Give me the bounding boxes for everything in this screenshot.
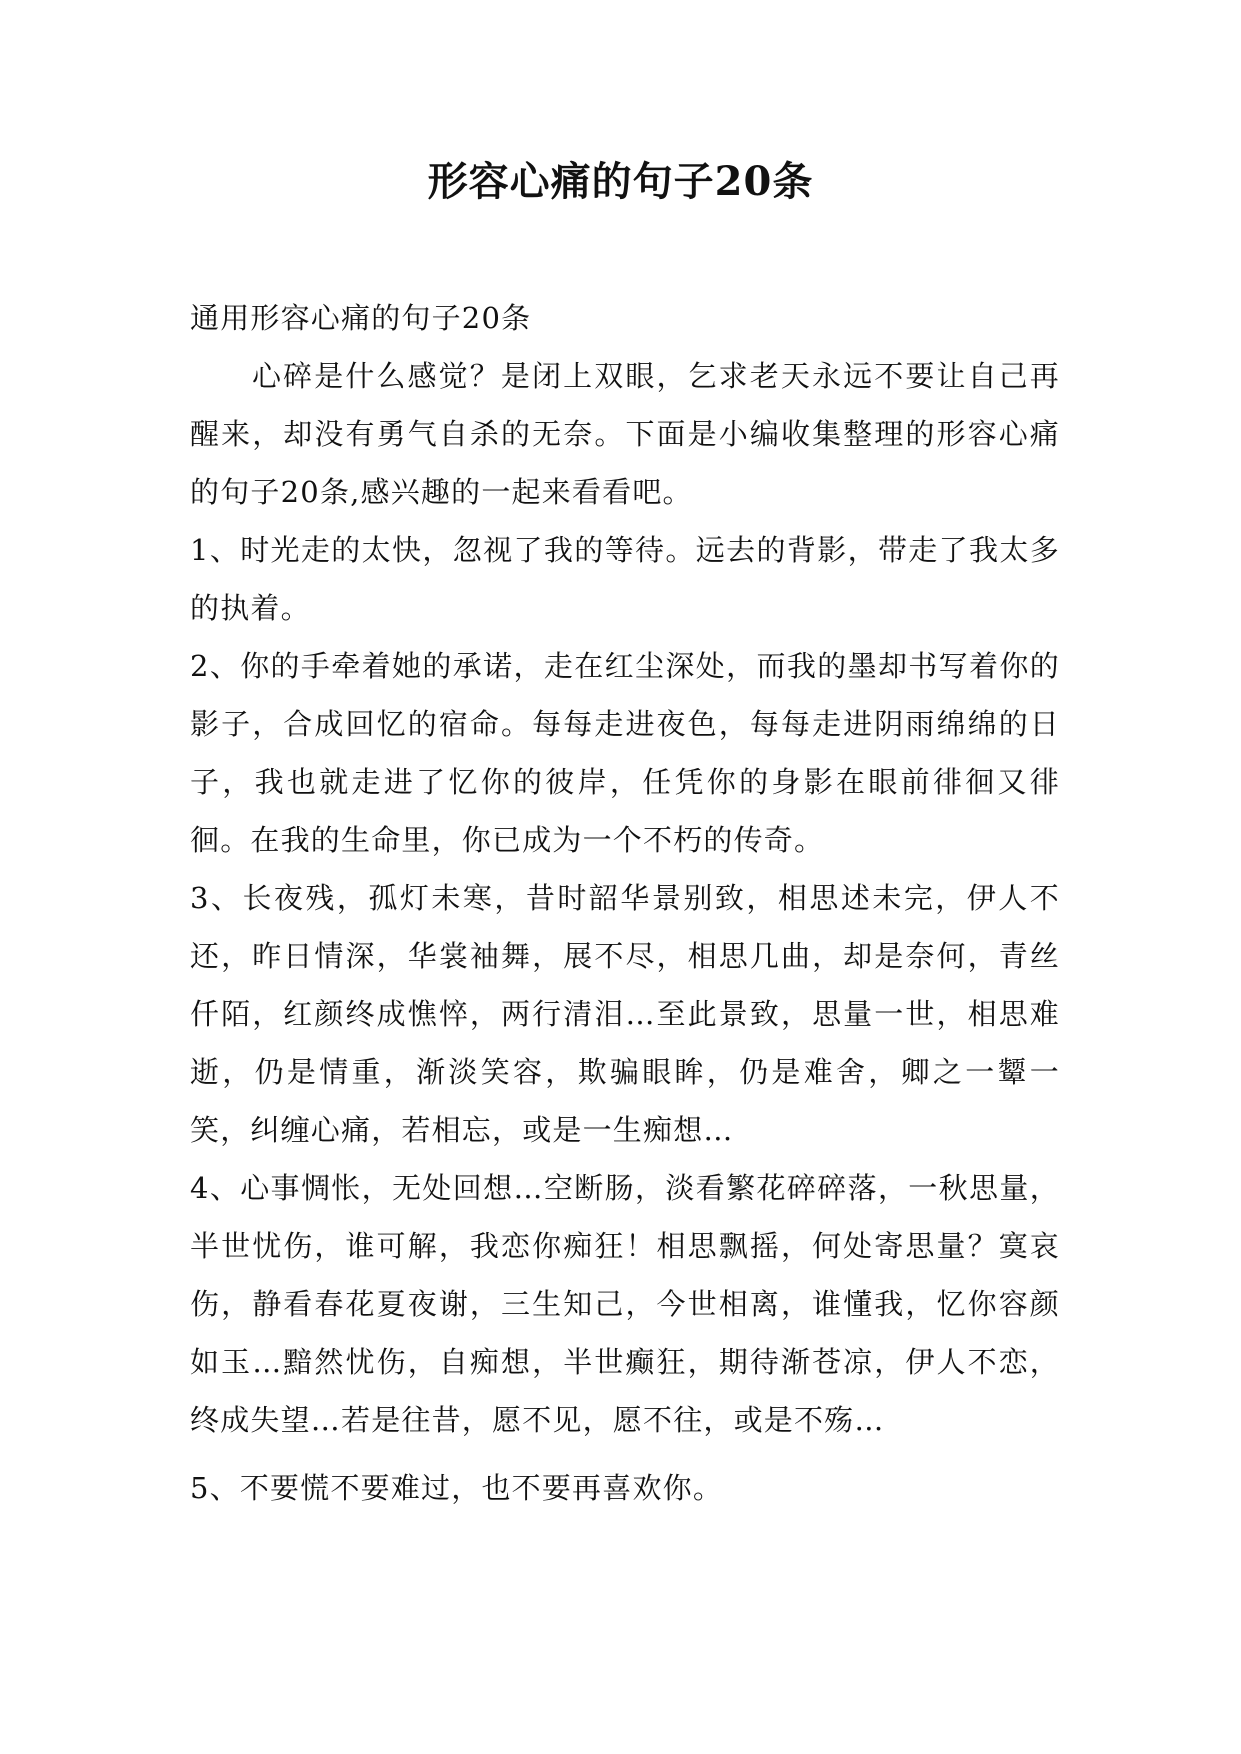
document-title: 形容心痛的句子20条 (427, 158, 814, 205)
subtitle-line: 通用形容心痛的句子20条 (190, 301, 532, 335)
list-item-5: 5、不要慌不要难过，也不要再喜欢你。 (190, 1471, 724, 1505)
document-body (190, 289, 1060, 1517)
list-item-3: 3、长夜残，孤灯未寒，昔时韶华景别致，相思述未完，伊人不还，昨日情深，华裳袖舞，展不尽，相思几曲，却是奈何，青丝仟陌，红颜终成憔悴，两行清泪…至此景致，思量一世，相思难逝，仍是情重，渐淡笑容，欺骗眼眸，仍是难舍，卿之一颦一笑，纠缠心痛，若相忘，或是一生痴想… (190, 881, 1060, 1147)
list-item-2: 2、你的手牵着她的承诺，走在红尘深处，而我的墨却书写着你的影子，合成回忆的宿命。每每走进夜色，每每走进阴雨绵绵的日子，我也就走进了忆你的彼岸，任凭你的身影在眼前徘徊又徘徊。在我的生命里，你已成为一个不朽的传奇。 (190, 649, 1060, 857)
intro-paragraph: 心碎是什么感觉？是闭上双眼，乞求老天永远不要让自己再醒来，却没有勇气自杀的无奈。下面是小编收集整理的形容心痛的句子20条,感兴趣的一起来看看吧。 (190, 359, 1060, 509)
list-item-1: 1、时光走的太快，忽视了我的等待。远去的背影，带走了我太多的执着。 (190, 533, 1060, 625)
list-item-4: 4、心事惆怅，无处回想…空断肠，淡看繁花碎碎落，一秋思量，半世忧伤，谁可解，我恋你痴狂！相思飘摇，何处寄思量？寞哀伤，静看春花夏夜谢，三生知己，今世相离，谁懂我，忆你容颜如玉…黯然忧伤，自痴想，半世癫狂，期待渐苍凉，伊人不恋，终成失望…若是往昔，愿不见，愿不往，或是不殇… (190, 1171, 1060, 1437)
